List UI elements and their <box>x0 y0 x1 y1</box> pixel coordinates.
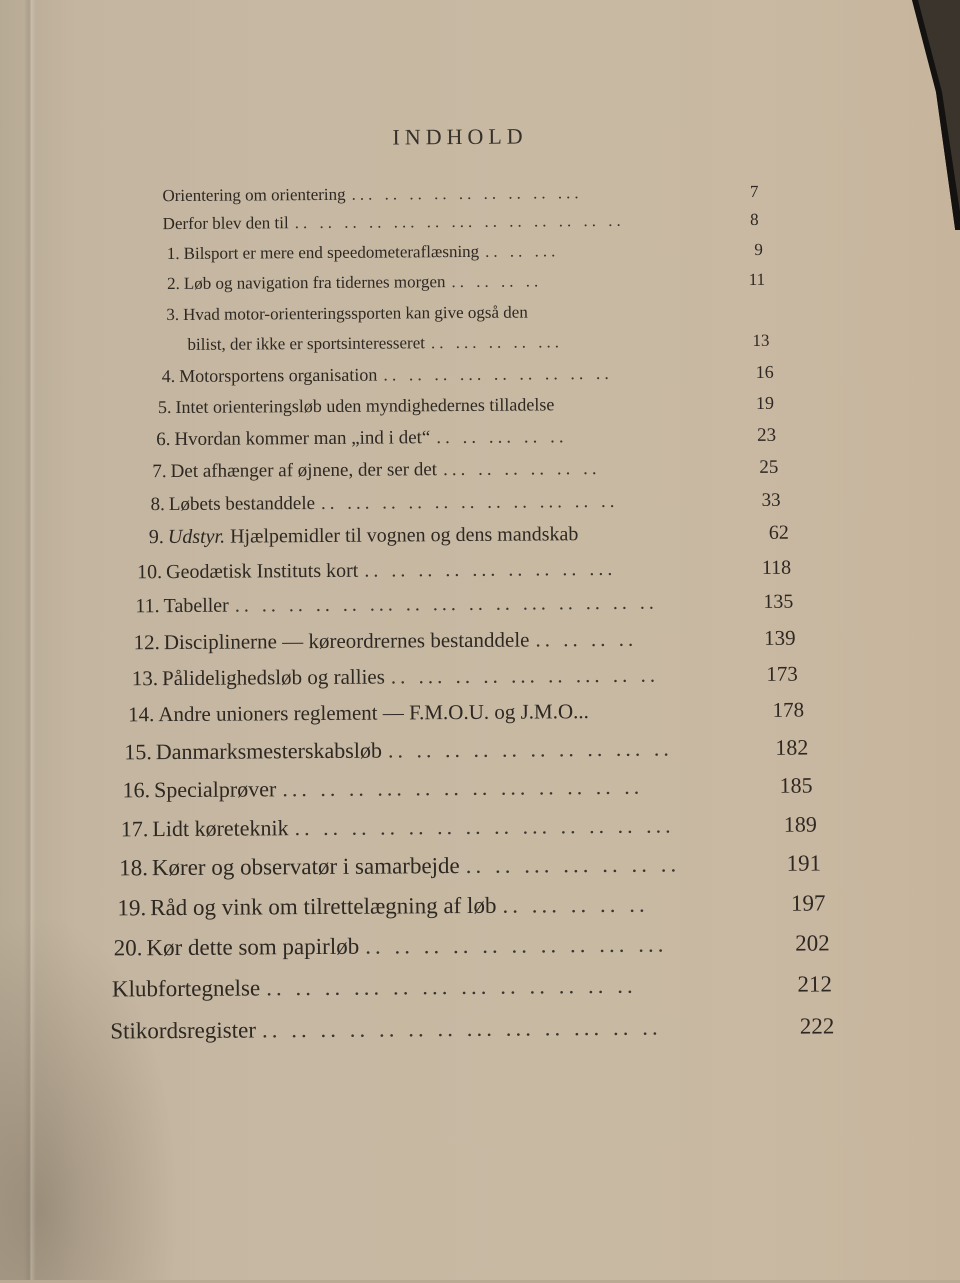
entry-label: Hvordan kommer man „ind i det“ <box>174 427 431 451</box>
toc-entry <box>163 210 759 234</box>
leader-dots: .. .. ... <box>485 241 560 261</box>
toc-entry <box>119 850 821 881</box>
leader-dots: .. .. ... ... .. .. .. <box>465 851 681 878</box>
leader-dots: ... .. .. .. .. .. <box>442 458 601 481</box>
entry-label-continuation: bilist, der ikke er sportsinteresseret <box>187 333 426 354</box>
toc-entry <box>110 1013 834 1044</box>
entry-page-number: 185 <box>779 772 813 798</box>
entry-number: 13. <box>131 666 159 691</box>
entry-label: Det afhænger af øjnene, der ser det <box>170 459 438 483</box>
entry-number: 11. <box>135 595 160 618</box>
entry-label: Lidt køreteknik <box>152 815 289 842</box>
entry-page-number: 7 <box>749 181 759 201</box>
leader-dots: .. .. .. ... .. ... ... .. .. .. .. .. <box>266 972 637 1001</box>
entry-label: Hvad motor-orienteringssporten kan give også den <box>182 302 528 324</box>
entry-label: Løb og navigation fra tidernes morgen <box>183 272 446 293</box>
entry-page-number: 178 <box>772 697 805 722</box>
leader-dots: .. .. ... .. .. <box>436 426 568 449</box>
entry-number: 5. <box>157 397 172 418</box>
entry-number: 9. <box>148 526 164 549</box>
entry-page-number: 191 <box>786 850 822 876</box>
entry-label: Motorsportens organisation <box>179 364 378 386</box>
entry-number: 2. <box>166 273 180 294</box>
entry-page-number: 11 <box>748 269 766 289</box>
leader-dots: .. ... .. .. .. <box>502 891 649 918</box>
entry-number: 17. <box>120 816 149 842</box>
entry-page-number: 33 <box>761 489 781 511</box>
toc-entry <box>135 591 793 619</box>
toc-entry-continuation <box>187 331 769 355</box>
entry-label: Derfor blev den til <box>162 213 289 234</box>
entry-label: Klubfortegnelse <box>111 975 261 1002</box>
entry-page-number: 202 <box>795 930 830 956</box>
leader-dots: .. .. .. .. .. .. .. .. ... ... <box>365 931 668 959</box>
entry-page-number: 8 <box>750 209 759 229</box>
entry-label: Kører og observatør i samarbejde <box>151 853 460 881</box>
entry-number: 4. <box>161 365 176 387</box>
entry-page-number: 222 <box>799 1013 835 1039</box>
entry-page-number: 19 <box>755 392 774 413</box>
entry-label: Intet orienteringsløb uden myndighedernes tilladelse <box>175 394 555 417</box>
entry-page-number: 212 <box>797 971 833 997</box>
toc-entry <box>114 930 830 961</box>
entry-page-number: 173 <box>766 661 798 686</box>
toc-entry <box>124 735 808 766</box>
toc-entry <box>137 557 791 585</box>
leader-dots: .. .. .. .. .. ... .. ... .. .. ... .. .. .. .. <box>234 591 658 617</box>
toc-entry <box>133 626 795 656</box>
entry-number: 19. <box>117 895 147 921</box>
toc-entry <box>167 270 765 294</box>
entry-page-number: 25 <box>759 456 779 478</box>
entry-number: 10. <box>137 561 163 584</box>
leader-dots: .. .. .. .. ... .. ... .. .. .. .. .. .. <box>294 210 625 233</box>
entry-label <box>168 523 579 549</box>
entry-label: Stikordsregister <box>110 1017 257 1044</box>
toc-entry <box>158 393 774 418</box>
toc-entry <box>121 812 817 843</box>
entry-number: 1. <box>166 243 180 264</box>
entry-number: 6. <box>156 429 171 451</box>
leader-dots <box>560 409 750 410</box>
leader-dots: .. .. .. .. .. .. .. .. ... .. .. .. ... <box>294 812 675 841</box>
entry-label: Specialprøver <box>154 776 277 803</box>
entry-number: 8. <box>150 494 165 516</box>
entry-page-number: 139 <box>763 625 796 650</box>
leader-dots: .. .. .. .. <box>451 271 543 292</box>
toc-entry <box>162 362 774 387</box>
entry-number: 14. <box>127 702 155 727</box>
entry-label: Pålidelighedsløb og rallies <box>161 664 385 691</box>
toc-entry <box>167 240 763 264</box>
entry-label: Råd og vink om tilrettelægning af løb <box>150 892 497 921</box>
leader-dots: .. .. .. .. <box>535 626 638 652</box>
toc-title: INDHOLD <box>392 123 528 150</box>
entry-label-text: Hjælpemidler til vognen og dens mandskab <box>229 523 579 548</box>
leader-dots: .. ... .. .. ... <box>430 332 564 353</box>
entry-number: 12. <box>133 630 160 655</box>
entry-page-number: 13 <box>752 330 770 350</box>
entry-number: 18. <box>119 855 148 881</box>
entry-number: 15. <box>124 739 152 765</box>
entry-number: 20. <box>113 935 143 961</box>
entry-page-number: 23 <box>757 424 777 446</box>
toc-entry <box>132 662 798 692</box>
entry-page-number: 118 <box>761 556 792 579</box>
entry-label: Disciplinerne — køreordrernes bestanddele <box>163 627 530 655</box>
toc-entry <box>123 773 813 804</box>
leader-dots <box>595 717 767 718</box>
leader-dots: .. .. .. ... .. .. .. .. .. <box>383 362 613 385</box>
leader-dots: .. .. .. .. .. .. .. .. ... .. <box>387 735 673 763</box>
toc-entry <box>151 490 781 516</box>
entry-page-number: 16 <box>755 361 774 382</box>
entry-label: Andre unioners reglement — F.M.O.U. og J.M.O... <box>158 699 589 727</box>
leader-dots <box>584 539 762 540</box>
leader-dots: .. .. .. .. ... .. .. .. ... <box>364 557 617 582</box>
entry-label: Tabeller <box>163 594 229 618</box>
entry-label: Geodætisk Instituts kort <box>166 559 359 584</box>
entry-number: 7. <box>152 461 167 483</box>
entry-number: 3. <box>166 304 180 325</box>
leader-dots: .. .. .. .. .. .. .. ... ... .. ... .. .. <box>261 1014 662 1043</box>
leader-dots: ... .. .. .. .. .. .. .. ... <box>351 183 583 204</box>
entry-page-number: 189 <box>783 811 817 837</box>
toc-entry <box>162 182 758 206</box>
entry-page-number: 62 <box>768 521 789 544</box>
entry-label: Kør dette som papirløb <box>146 933 360 961</box>
entry-page-number: 9 <box>754 239 763 259</box>
toc-entry <box>112 971 832 1002</box>
entry-page-number: 135 <box>763 590 794 613</box>
toc-entry <box>156 425 776 451</box>
toc-entry <box>152 457 778 483</box>
toc-entry <box>166 301 726 325</box>
toc-entry <box>149 522 789 549</box>
leader-dots: .. ... .. .. ... .. ... .. .. <box>390 662 660 689</box>
entry-label: Danmarksmesterskabsløb <box>155 737 382 765</box>
entry-page-number: 197 <box>790 890 826 916</box>
entry-label: Bilsport er mere end speedometeraflæsning <box>183 241 480 263</box>
entry-page-number: 182 <box>775 734 809 760</box>
entry-number: 16. <box>122 777 151 803</box>
leader-dots: ... .. .. ... .. .. .. ... .. .. .. .. <box>282 773 644 802</box>
toc-entry <box>128 698 804 728</box>
entry-label: Løbets bestanddele <box>168 493 316 516</box>
leader-dots: .. ... .. .. .. .. .. .. ... .. .. <box>320 490 619 514</box>
entry-label: Orientering om orientering <box>162 184 346 206</box>
entry-label-italic: Udstyr. <box>167 525 226 549</box>
toc-entry <box>117 890 825 921</box>
